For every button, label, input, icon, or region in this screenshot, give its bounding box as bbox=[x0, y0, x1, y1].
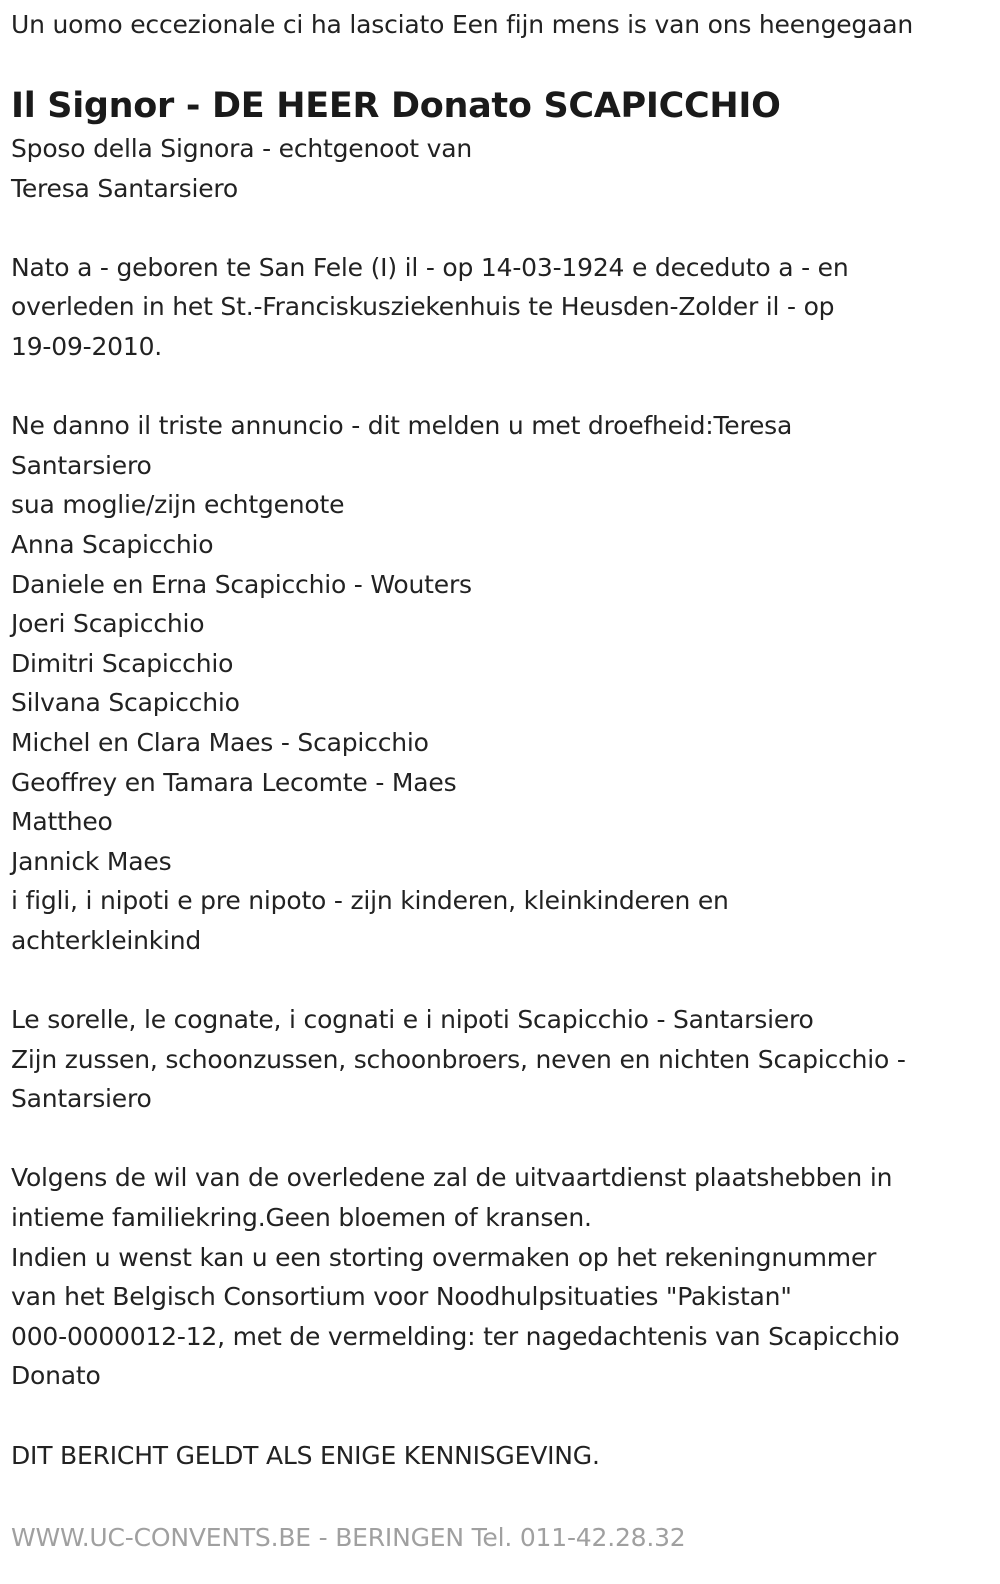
family-member: Joeri Scapicchio bbox=[11, 609, 205, 639]
birth-death-line-1: Nato a - geboren te San Fele (I) il - op 14-03-1924 e deceduto a - en bbox=[11, 252, 849, 282]
announcers-line-3: sua moglie/zijn echtgenote bbox=[11, 490, 345, 520]
deceased-title: Il Signor - DE HEER Donato SCAPICCHIO bbox=[11, 86, 781, 126]
family-member: Michel en Clara Maes - Scapicchio bbox=[11, 727, 429, 757]
family-member: Anna Scapicchio bbox=[11, 529, 214, 559]
family-member: Dimitri Scapicchio bbox=[11, 648, 234, 678]
birth-death-line-3: 19-09-2010. bbox=[11, 331, 163, 361]
relation-line-1: i figli, i nipoti e pre nipoto - zijn kinderen, kleinkinderen en bbox=[11, 886, 729, 916]
footer-contact: WWW.UC-CONVENTS.BE - BERINGEN Tel. 011-42.28.32 bbox=[11, 1523, 686, 1552]
notice-line: DIT BERICHT GELDT ALS ENIGE KENNISGEVING. bbox=[11, 1440, 600, 1470]
extended-family-line-2: Zijn zussen, schoonzussen, schoonbroers, neven en nichten Scapicchio - bbox=[11, 1044, 906, 1074]
intro-line: Un uomo eccezionale ci ha lasciato Een fijn mens is van ons heengegaan bbox=[11, 10, 913, 39]
extended-family-line-3: Santarsiero bbox=[11, 1084, 152, 1114]
spouse-line-1: Sposo della Signora - echtgenoot van bbox=[11, 134, 473, 163]
family-member: Daniele en Erna Scapicchio - Wouters bbox=[11, 569, 472, 599]
relation-line-2: achterkleinkind bbox=[11, 925, 202, 955]
obituary-page bbox=[11, 0, 986, 1475]
announcers-line-1: Ne danno il triste annuncio - dit melden u met droefheid:Teresa bbox=[11, 411, 793, 441]
family-member: Geoffrey en Tamara Lecomte - Maes bbox=[11, 767, 457, 797]
funeral-line-1: Volgens de wil van de overledene zal de uitvaartdienst plaatshebben in bbox=[11, 1163, 893, 1193]
announcers-line-2: Santarsiero bbox=[11, 450, 152, 480]
birth-death-line-2: overleden in het St.-Franciskusziekenhuis te Heusden-Zolder il - op bbox=[11, 292, 835, 322]
family-member: Silvana Scapicchio bbox=[11, 688, 240, 718]
spouse-line-2: Teresa Santarsiero bbox=[11, 173, 239, 203]
extended-family-line-1: Le sorelle, le cognate, i cognati e i nipoti Scapicchio - Santarsiero bbox=[11, 1005, 814, 1035]
donation-line-1: Indien u wenst kan u een storting overmaken op het rekeningnummer bbox=[11, 1242, 877, 1272]
family-member: Jannick Maes bbox=[11, 846, 172, 876]
obituary-body bbox=[11, 129, 986, 1475]
funeral-line-2: intieme familiekring.Geen bloemen of kransen. bbox=[11, 1203, 592, 1233]
donation-line-4: Donato bbox=[11, 1361, 101, 1391]
donation-line-2: van het Belgisch Consortium voor Noodhulpsituaties "Pakistan" bbox=[11, 1282, 792, 1312]
family-member: Mattheo bbox=[11, 807, 113, 837]
donation-line-3: 000-0000012-12, met de vermelding: ter nagedachtenis van Scapicchio bbox=[11, 1321, 900, 1351]
